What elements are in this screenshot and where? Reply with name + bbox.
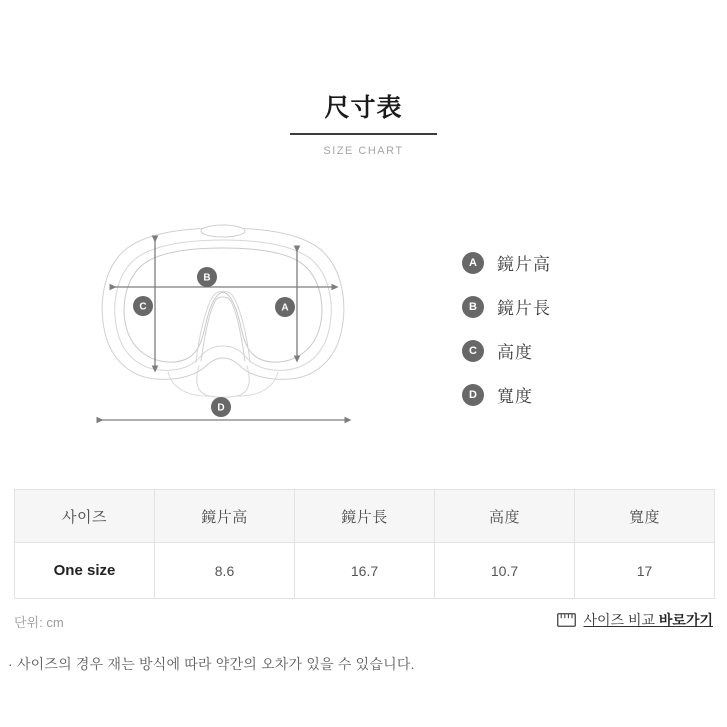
size-note: · 사이즈의 경우 재는 방식에 따라 약간의 오차가 있을 수 있습니다. (8, 656, 415, 672)
legend-badge-d: D (462, 384, 484, 406)
title-underline (290, 133, 437, 135)
unit-label: 단위: cm (14, 615, 64, 630)
cell-width: 17 (575, 543, 715, 599)
col-header-size: 사이즈 (15, 490, 155, 543)
legend-item-d (462, 382, 551, 407)
legend-badge-b: B (462, 296, 484, 318)
size-compare-link[interactable] (557, 610, 713, 630)
col-header-width: 寬度 (575, 490, 715, 543)
diagram-badge-c-label: C (139, 301, 147, 313)
size-compare-link-text[interactable] (583, 610, 713, 630)
legend-item-b (462, 294, 551, 319)
cell-lens-length: 16.7 (295, 543, 435, 599)
col-header-lens-length: 鏡片長 (295, 490, 435, 543)
dimension-legend (462, 250, 551, 407)
size-compare-link-bold: 바로가기 (658, 612, 713, 628)
legend-item-c (462, 338, 551, 363)
legend-item-a (462, 250, 551, 275)
legend-label-d: 寬度 (497, 387, 533, 406)
legend-label-b: 鏡片長 (497, 299, 551, 318)
size-table-header-row (15, 490, 715, 543)
mask-dimension-diagram (92, 220, 354, 430)
diagram-badges (133, 267, 295, 417)
size-table-data-row (15, 543, 715, 599)
diagram-badge-d-label: D (217, 402, 225, 414)
dimension-arrows (100, 239, 348, 420)
cell-size-name: One size (15, 543, 155, 599)
col-header-lens-height: 鏡片高 (155, 490, 295, 543)
legend-label-a: 鏡片高 (497, 255, 551, 274)
page-title: 尺寸表 (324, 94, 403, 122)
diagram-badge-b-label: B (203, 272, 211, 284)
page-subtitle: SIZE CHART (323, 145, 404, 157)
legend-badge-c: C (462, 340, 484, 362)
ruler-icon (557, 613, 576, 627)
legend-badge-a: A (462, 252, 484, 274)
title-block (0, 92, 727, 157)
cell-lens-height: 8.6 (155, 543, 295, 599)
cell-height: 10.7 (435, 543, 575, 599)
size-table (14, 489, 715, 599)
col-header-height: 高度 (435, 490, 575, 543)
legend-label-c: 高度 (497, 343, 533, 362)
diagram-badge-a-label: A (281, 302, 289, 314)
size-compare-link-prefix: 사이즈 비교 (583, 612, 659, 628)
mask-strap-buckle (201, 225, 245, 237)
